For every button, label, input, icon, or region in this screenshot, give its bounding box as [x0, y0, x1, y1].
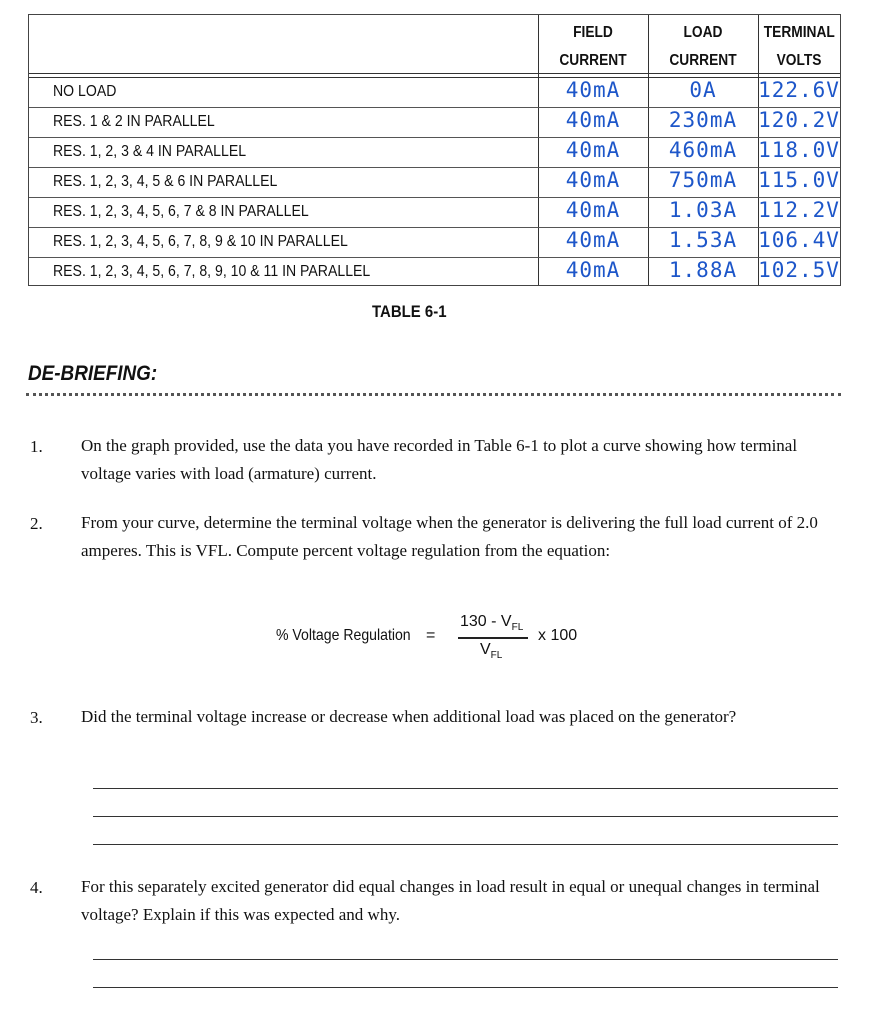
header-line: CURRENT — [669, 52, 737, 69]
formula-label: % Voltage Regulation — [276, 627, 411, 644]
row-label: RES. 1, 2, 3 & 4 IN PARALLEL — [53, 143, 247, 160]
question-number: 4. — [30, 878, 43, 897]
answer-line[interactable] — [93, 844, 838, 845]
terminal-volts-value: 120.2V — [758, 108, 840, 132]
voltage-regulation-formula — [276, 613, 616, 673]
terminal-volts-value: 122.6V — [758, 78, 840, 102]
row-label-no-load: NO LOAD — [53, 83, 117, 100]
formula-multiplier: x 100 — [538, 627, 578, 644]
question-text: Did the terminal voltage increase or decrease when additional load was placed on the generator? — [81, 707, 737, 726]
field-current-value: 40mA — [565, 78, 621, 102]
load-current-value: 750mA — [668, 168, 738, 192]
field-current-value: 40mA — [565, 258, 621, 282]
numerator-text: 130 - V — [460, 613, 512, 630]
row-label: RES. 1, 2, 3, 4, 5, 6, 7, 8, 9 & 10 IN PARALLEL — [53, 233, 348, 250]
load-current-value: 1.03A — [668, 198, 738, 222]
dotted-divider — [26, 393, 841, 396]
question-text: From your curve, determine the terminal voltage when the generator is delivering the full load current of 2.0 amperes. This is VFL. Compute percent voltage regulation from the equation: — [81, 513, 818, 560]
header-load-current — [656, 15, 751, 75]
answer-line[interactable] — [93, 987, 838, 988]
header-terminal-volts — [764, 15, 835, 75]
question-text: For this separately excited generator did equal changes in load result in equal or unequal changes in terminal voltage? Explain if this was expected and why. — [81, 877, 820, 924]
formula-numerator — [460, 613, 523, 633]
answer-line[interactable] — [93, 959, 838, 960]
row-label: RES. 1 & 2 IN PARALLEL — [53, 113, 215, 130]
table-header-blank — [29, 15, 538, 75]
denominator-subscript: FL — [490, 650, 503, 662]
row-label: RES. 1, 2, 3, 4, 5 & 6 IN PARALLEL — [53, 173, 278, 190]
load-current-value: 1.88A — [668, 258, 738, 282]
field-current-value: 40mA — [565, 108, 621, 132]
answer-line[interactable] — [93, 816, 838, 817]
load-current-value: 460mA — [668, 138, 738, 162]
row-label: RES. 1, 2, 3, 4, 5, 6, 7, 8, 9, 10 & 11 IN PARALLEL — [53, 263, 371, 280]
load-current-value: 1.53A — [668, 228, 738, 252]
field-current-value: 40mA — [565, 138, 621, 162]
table-caption: TABLE 6-1 — [372, 302, 447, 321]
formula-equals: = — [426, 627, 436, 644]
header-line: VOLTS — [776, 52, 822, 69]
answer-line[interactable] — [93, 788, 838, 789]
denominator-text: V — [480, 641, 491, 658]
field-current-value: 40mA — [565, 198, 621, 222]
question-number: 3. — [30, 708, 43, 727]
terminal-volts-value: 106.4V — [758, 228, 840, 252]
question-number: 1. — [30, 437, 43, 456]
terminal-volts-value: 102.5V — [758, 258, 840, 282]
terminal-volts-value: 112.2V — [758, 198, 840, 222]
section-title: DE-BRIEFING: — [28, 362, 158, 385]
data-table — [28, 14, 841, 286]
terminal-volts-value: 118.0V — [758, 138, 840, 162]
row-label: RES. 1, 2, 3, 4, 5, 6, 7 & 8 IN PARALLEL — [53, 203, 309, 220]
numerator-subscript: FL — [511, 622, 524, 634]
header-field-current — [546, 15, 641, 75]
load-current-value: 230mA — [668, 108, 738, 132]
question-text: On the graph provided, use the data you have recorded in Table 6-1 to plot a curve showing how terminal voltage varies with load (armature) current. — [81, 436, 798, 483]
terminal-volts-value: 115.0V — [758, 168, 840, 192]
header-line: FIELD — [573, 24, 613, 41]
field-current-value: 40mA — [565, 228, 621, 252]
header-line: LOAD — [683, 24, 723, 41]
question-number: 2. — [30, 514, 43, 533]
header-line: TERMINAL — [763, 24, 835, 41]
formula-denominator — [480, 641, 502, 661]
fraction-bar — [458, 637, 528, 639]
field-current-value: 40mA — [565, 168, 621, 192]
load-current-value: 0A — [689, 78, 717, 102]
header-line: CURRENT — [559, 52, 627, 69]
